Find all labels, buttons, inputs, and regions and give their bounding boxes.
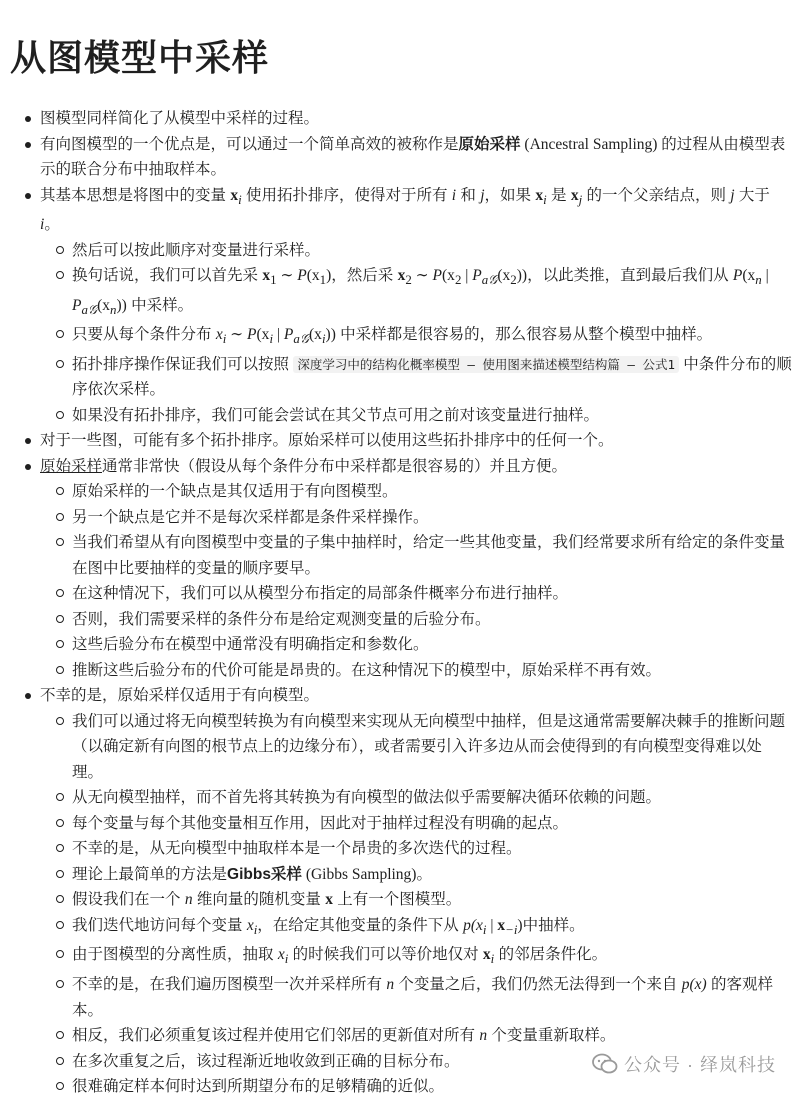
item-text: 和	[456, 186, 481, 204]
list-item: 我们迭代地访问每个变量 $x_i$，在给定其他变量的条件下从 $p(x_i$ | $x_{-i}$)中抽样。	[72, 913, 792, 943]
list-item: 拓扑排序操作保证我们可以按照 深度学习中的结构化概率模型 – 使用图来描述模型结构篇 – 公式1 中条件分布的顺序依次采样。	[72, 352, 792, 403]
list-item: 推断这些后验分布的代价可能是昂贵的。在这种情况下的模型中，原始采样不再有效。	[72, 658, 792, 684]
math: $x_j$	[570, 186, 583, 207]
item-text: 大于	[734, 186, 770, 204]
item-text: 使用拓扑排序，使得对于所有	[241, 186, 452, 204]
math: n	[479, 1027, 488, 1045]
math: $p(x_i$ | $x_{-i}$)	[463, 916, 523, 937]
list-item: 不幸的是，从无向模型中抽取样本是一个昂贵的多次迭代的过程。	[72, 836, 792, 862]
list-item: 原始采样的一个缺点是其仅适用于有向图模型。	[72, 479, 792, 505]
item-text: 是	[546, 186, 571, 204]
bold-term: Gibbs采样	[227, 865, 302, 883]
list-item: 原始采样通常非常快（假设从每个条件分布中采样都是很容易的）并且方便。 原始采样的一个缺点是其仅适用于有向图模型。 另一个缺点是它并不是每次采样都是条件采样操作。 当我们希望从有向图模型中变量的子集中抽样时，给定一些其他变量，我们经常要求所有给定的条件变量在图中比要抽样的变量的顺序要早。 在这种情况下，我们可以从模型分布指定的局部条件概率分布进行抽样。 否则，我们需要采样的条件分布是给定观测变量的后验分布。 这些后验分布在模型中通常没有明确指定和参数化。 推断这些后验分布的代价可能是昂贵的。在这种情况下的模型中，原始采样不再有效。	[40, 454, 792, 684]
list-item: 只要从每个条件分布 $x_i$ ∼ $P(x_i$ | $P_{a𝒢}(x_i)$) 中采样都是很容易的，那么很容易从整个模型中抽样。	[72, 322, 792, 352]
list-item: 对于一些图，可能有多个拓扑排序。原始采样可以使用这些拓扑排序中的任何一个。	[40, 428, 792, 454]
math: $x_i$	[535, 186, 547, 207]
math: n	[386, 976, 395, 994]
item-text: 。	[44, 216, 60, 234]
math: i	[451, 186, 457, 204]
item-text: 其基本思想是将图中的变量	[40, 186, 231, 204]
math: $x_2$ ∼ $P(x_2$ | $P_{a𝒢}(x_2)$)	[397, 267, 528, 288]
list-item	[40, 106, 792, 132]
math: x	[325, 891, 333, 909]
list-item: 然后可以按此顺序对变量进行采样。	[72, 238, 792, 264]
list-item: 不幸的是，在我们遍历图模型一次并采样所有 n 个变量之后，我们仍然无法得到一个来自 p(x) 的客观样本。	[72, 972, 792, 1023]
list-item: 每个变量与每个其他变量相互作用，因此对于抽样过程没有明确的起点。	[72, 811, 792, 837]
list-item: 相反，我们必须重复该过程并使用它们邻居的更新值对所有 n 个变量重新取样。	[72, 1023, 792, 1049]
item-text: (Ancestral Sampling) 的过程从由模型表示的联合分布中抽取样本。	[40, 135, 786, 178]
list-item: 换句话说，我们可以首先采 $x_1$ ∼ $P(x_1)$，然后采 $x_2$ ∼ $P(x_2$ | $P_{a𝒢}(x_2)$)，以此类推，直到最后我们从 $P(x_n$ | $P_{a𝒢}(x_n)$) 中采样。	[72, 263, 792, 322]
math: $x_i$	[482, 946, 495, 967]
list-item: 由于图模型的分离性质，抽取 $x_i$ 的时候我们可以等价地仅对 $x_i$ 的邻居条件化。	[72, 942, 792, 972]
list-item	[40, 132, 792, 183]
underlined-term: 原始采样	[40, 457, 103, 475]
watermark	[592, 1051, 776, 1077]
math: $x_i$	[230, 186, 242, 207]
math: $P(x_n$ | $P_{a𝒢}(x_n)$)	[72, 267, 769, 317]
sub-list	[40, 238, 792, 429]
math: j	[480, 186, 485, 204]
math: p(x)	[681, 976, 707, 994]
list-item: 另一个缺点是它并不是每次采样都是条件采样操作。	[72, 505, 792, 531]
wechat-icon	[592, 1053, 618, 1075]
sub-list	[40, 479, 792, 683]
list-item: 我们可以通过将无向模型转换为有向模型来实现从无向模型中抽样，但是这通常需要解决棘手的推断问题（以确定新有向图的根节点上的边缘分布），或者需要引入许多边从而会使得到的有向模型变得难以处理。	[72, 709, 792, 786]
item-text: ，如果	[484, 186, 536, 204]
list-item: 这些后验分布在模型中通常没有明确指定和参数化。	[72, 632, 792, 658]
bold-term: 原始采样	[458, 135, 521, 153]
page-title: 从图模型中采样	[10, 37, 270, 78]
list-item: 假设我们在一个 n 维向量的随机变量 x 上有一个图模型。	[72, 887, 792, 913]
list-item: 在这种情况下，我们可以从模型分布指定的局部条件概率分布进行抽样。	[72, 581, 792, 607]
math: i	[40, 216, 45, 234]
item-text: 的一个父亲结点，则	[582, 186, 731, 204]
watermark-text: 公众号 · 绎岚科技	[624, 1055, 776, 1075]
math: $x_i$	[277, 946, 289, 967]
list-item: 当我们希望从有向图模型中变量的子集中抽样时，给定一些其他变量，我们经常要求所有给定的条件变量在图中比要抽样的变量的顺序要早。	[72, 530, 792, 581]
list-item: 理论上最简单的方法是Gibbs采样 (Gibbs Sampling)。	[72, 862, 792, 888]
list-item: 在多次重复之后，该过程渐近地收敛到正确的目标分布。	[72, 1049, 792, 1075]
list-item: 从无向模型抽样，而不首先将其转换为有向模型的做法似乎需要解决循环依赖的问题。	[72, 785, 792, 811]
formula-reference: 深度学习中的结构化概率模型 – 使用图来描述模型结构篇 – 公式1	[293, 356, 679, 373]
math: $x_i$	[246, 916, 258, 937]
list-item: 不幸的是，原始采样仅适用于有向模型。 我们可以通过将无向模型转换为有向模型来实现从无向模型中抽样，但是这通常需要解决棘手的推断问题（以确定新有向图的根节点上的边缘分布），或者需要引入许多边从而会使得到的有向模型变得难以处理。 从无向模型抽样，而不首先将其转换为有向模型的做法似乎需要解决循环依赖的问题。 每个变量与每个其他变量相互作用，因此对于抽样过程没有明确的起点。 不幸的是，从无向模型中抽取样本是一个昂贵的多次迭代的过程。 理论上最简单的方法是Gibbs采样 (Gibbs Sampling)。 假设我们在一个 n 维向量的随机变量 x 上有一个图模型。 我们迭代地访问每个变量 $x_i$，在给定其他变量的条件下从 $p(x_i$ | $x_{-i}$)中抽样。 由于图模型的分离性质，抽取 $x_i$ 的时候我们可以等价地仅对 $x_i$ 的邻居条件化。 不幸的是，在我们遍历图模型一次并采样所有 n 个变量之后，我们仍然无法得到一个来自 p(x) 的客观样本。 相反，我们必须重复该过程并使用它们邻居的更新值对所有 n 个变量重新取样。 在多次重复之后，该过程渐近地收敛到正确的目标分布。 很难确定样本何时达到所期望分布的足够精确的近似。	[40, 683, 792, 1099]
list-item: 如果没有拓扑排序，我们可能会尝试在其父节点可用之前对该变量进行抽样。	[72, 403, 792, 429]
math: $x_1$ ∼ $P(x_1)$	[262, 267, 332, 288]
math: $x_i$ ∼ $P(x_i$ | $P_{a𝒢}(x_i)$)	[215, 326, 336, 347]
math: n	[184, 891, 193, 909]
list-item	[40, 183, 792, 429]
item-text: 有向图模型的一个优点是，可以通过一个简单高效的被称作是	[40, 135, 459, 153]
list-item: 否则，我们需要采样的条件分布是给定观测变量的后验分布。	[72, 607, 792, 633]
item-text: 图模型同样简化了从模型中采样的过程。	[40, 110, 320, 127]
content-list	[40, 106, 792, 1100]
sub-list	[40, 709, 792, 1100]
math: j	[730, 186, 735, 204]
list-item: 很难确定样本何时达到所期望分布的足够精确的近似。	[72, 1074, 792, 1100]
